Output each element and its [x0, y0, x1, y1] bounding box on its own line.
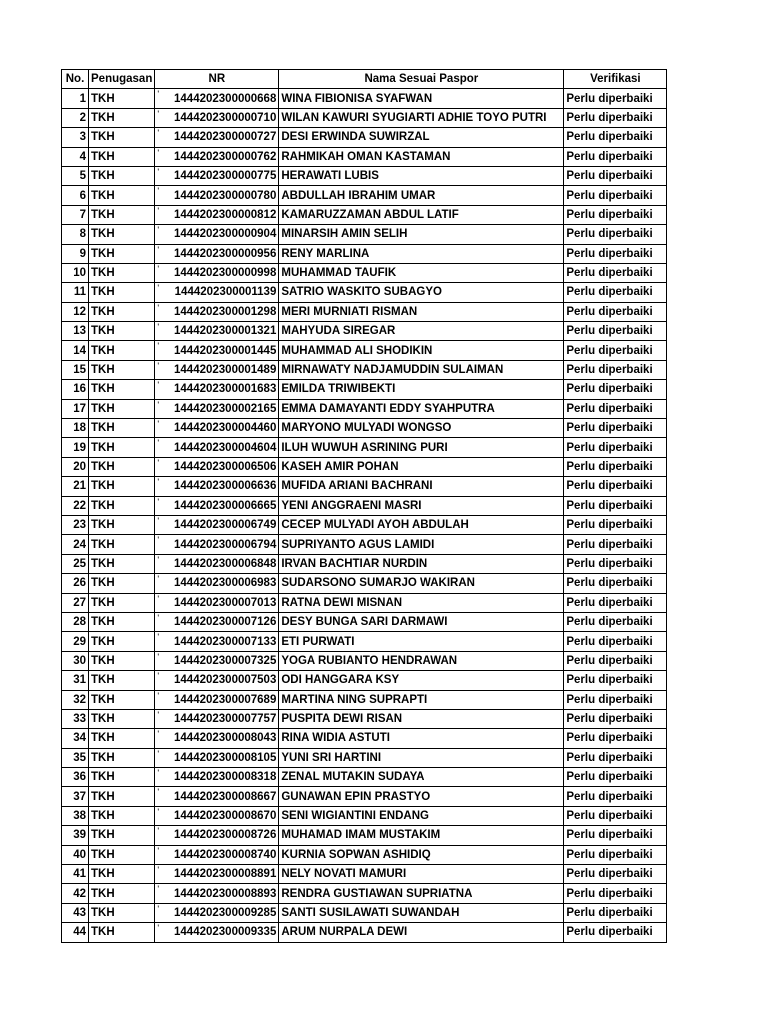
row-penugasan: TKH [89, 535, 155, 554]
row-nama: GUNAWAN EPIN PRASTYO [279, 787, 564, 806]
row-penugasan: TKH [89, 399, 155, 418]
row-verifikasi: Perlu diperbaiki [564, 768, 667, 787]
row-nr: ' 1444202300001489 [155, 360, 279, 379]
row-penugasan: TKH [89, 690, 155, 709]
row-verifikasi: Perlu diperbaiki [564, 806, 667, 825]
row-nama: YOGA RUBIANTO HENDRAWAN [279, 651, 564, 670]
row-penugasan: TKH [89, 845, 155, 864]
row-penugasan: TKH [89, 554, 155, 573]
row-penugasan: TKH [89, 225, 155, 244]
table-row [62, 535, 667, 554]
row-verifikasi: Perlu diperbaiki [564, 225, 667, 244]
row-nama: ETI PURWATI [279, 632, 564, 651]
table-row [62, 845, 667, 864]
row-number: 11 [62, 283, 89, 302]
row-number: 39 [62, 826, 89, 845]
row-nama: RAHMIKAH OMAN KASTAMAN [279, 147, 564, 166]
row-nama: PUSPITA DEWI RISAN [279, 709, 564, 728]
table-row [62, 186, 667, 205]
row-penugasan: TKH [89, 496, 155, 515]
row-nama: ZENAL MUTAKIN SUDAYA [279, 768, 564, 787]
row-nr: ' 1444202300009335 [155, 923, 279, 942]
row-nr: ' 1444202300000775 [155, 166, 279, 185]
row-penugasan: TKH [89, 147, 155, 166]
row-nr: ' 1444202300008105 [155, 748, 279, 767]
row-number: 10 [62, 263, 89, 282]
row-verifikasi: Perlu diperbaiki [564, 496, 667, 515]
row-nama: ILUH WUWUH ASRINING PURI [279, 438, 564, 457]
row-verifikasi: Perlu diperbaiki [564, 186, 667, 205]
row-nama: ABDULLAH IBRAHIM UMAR [279, 186, 564, 205]
row-penugasan: TKH [89, 186, 155, 205]
row-number: 41 [62, 865, 89, 884]
row-verifikasi: Perlu diperbaiki [564, 671, 667, 690]
row-number: 35 [62, 748, 89, 767]
row-nama: IRVAN BACHTIAR NURDIN [279, 554, 564, 573]
table-row [62, 884, 667, 903]
row-number: 6 [62, 186, 89, 205]
row-nr: ' 1444202300000762 [155, 147, 279, 166]
row-number: 32 [62, 690, 89, 709]
row-penugasan: TKH [89, 244, 155, 263]
row-verifikasi: Perlu diperbaiki [564, 612, 667, 631]
table-row [62, 89, 667, 108]
table-row [62, 632, 667, 651]
table-row [62, 419, 667, 438]
table-row [62, 865, 667, 884]
header-row [62, 70, 667, 89]
row-penugasan: TKH [89, 632, 155, 651]
row-nr: ' 1444202300007133 [155, 632, 279, 651]
row-penugasan: TKH [89, 671, 155, 690]
row-number: 44 [62, 923, 89, 942]
row-penugasan: TKH [89, 380, 155, 399]
header-no: No. [62, 70, 89, 89]
row-penugasan: TKH [89, 341, 155, 360]
row-penugasan: TKH [89, 593, 155, 612]
table-row [62, 244, 667, 263]
row-nama: MARYONO MULYADI WONGSO [279, 419, 564, 438]
row-nr: ' 1444202300008726 [155, 826, 279, 845]
row-number: 15 [62, 360, 89, 379]
row-penugasan: TKH [89, 360, 155, 379]
row-number: 37 [62, 787, 89, 806]
table-row [62, 826, 667, 845]
row-nama: SATRIO WASKITO SUBAGYO [279, 283, 564, 302]
row-nama: DESI ERWINDA SUWIRZAL [279, 128, 564, 147]
row-number: 13 [62, 322, 89, 341]
row-nr: ' 1444202300006506 [155, 457, 279, 476]
row-nama: MUHAMAD IMAM MUSTAKIM [279, 826, 564, 845]
row-nama: SUPRIYANTO AGUS LAMIDI [279, 535, 564, 554]
row-nr: ' 1444202300007013 [155, 593, 279, 612]
table-row [62, 748, 667, 767]
row-number: 17 [62, 399, 89, 418]
row-number: 5 [62, 166, 89, 185]
row-number: 1 [62, 89, 89, 108]
row-nr: ' 1444202300008740 [155, 845, 279, 864]
table-row [62, 380, 667, 399]
row-nr: ' 1444202300007757 [155, 709, 279, 728]
row-penugasan: TKH [89, 89, 155, 108]
row-verifikasi: Perlu diperbaiki [564, 302, 667, 321]
row-verifikasi: Perlu diperbaiki [564, 380, 667, 399]
row-nr: ' 1444202300007689 [155, 690, 279, 709]
row-penugasan: TKH [89, 263, 155, 282]
row-nama: KASEH AMIR POHAN [279, 457, 564, 476]
row-nama: SENI WIGIANTINI ENDANG [279, 806, 564, 825]
table-row [62, 263, 667, 282]
row-number: 26 [62, 574, 89, 593]
table-row [62, 147, 667, 166]
table-row [62, 768, 667, 787]
row-verifikasi: Perlu diperbaiki [564, 632, 667, 651]
row-verifikasi: Perlu diperbaiki [564, 128, 667, 147]
table-row [62, 128, 667, 147]
row-penugasan: TKH [89, 128, 155, 147]
table-row [62, 690, 667, 709]
row-nr: ' 1444202300008667 [155, 787, 279, 806]
row-verifikasi: Perlu diperbaiki [564, 845, 667, 864]
row-penugasan: TKH [89, 865, 155, 884]
table-row [62, 457, 667, 476]
row-nr: ' 1444202300000668 [155, 89, 279, 108]
row-nr: ' 1444202300007325 [155, 651, 279, 670]
row-nr: ' 1444202300000812 [155, 205, 279, 224]
row-nr: ' 1444202300000727 [155, 128, 279, 147]
row-verifikasi: Perlu diperbaiki [564, 147, 667, 166]
row-number: 21 [62, 477, 89, 496]
row-nr: ' 1444202300006983 [155, 574, 279, 593]
row-nama: ODI HANGGARA KSY [279, 671, 564, 690]
table-row [62, 283, 667, 302]
table-row [62, 166, 667, 185]
row-penugasan: TKH [89, 419, 155, 438]
row-number: 43 [62, 903, 89, 922]
row-penugasan: TKH [89, 806, 155, 825]
row-nr: ' 1444202300006794 [155, 535, 279, 554]
row-verifikasi: Perlu diperbaiki [564, 651, 667, 670]
row-nr: ' 1444202300000710 [155, 108, 279, 127]
row-verifikasi: Perlu diperbaiki [564, 419, 667, 438]
row-nr: ' 1444202300008043 [155, 729, 279, 748]
header-nama: Nama Sesuai Paspor [279, 70, 564, 89]
row-nama: RATNA DEWI MISNAN [279, 593, 564, 612]
row-nr: ' 1444202300001139 [155, 283, 279, 302]
table-header [62, 70, 667, 89]
row-penugasan: TKH [89, 438, 155, 457]
row-number: 4 [62, 147, 89, 166]
table-row [62, 903, 667, 922]
row-penugasan: TKH [89, 515, 155, 534]
row-nama: ARUM NURPALA DEWI [279, 923, 564, 942]
row-verifikasi: Perlu diperbaiki [564, 593, 667, 612]
row-verifikasi: Perlu diperbaiki [564, 283, 667, 302]
row-verifikasi: Perlu diperbaiki [564, 166, 667, 185]
row-nr: ' 1444202300000956 [155, 244, 279, 263]
row-verifikasi: Perlu diperbaiki [564, 574, 667, 593]
row-penugasan: TKH [89, 709, 155, 728]
row-verifikasi: Perlu diperbaiki [564, 690, 667, 709]
row-penugasan: TKH [89, 768, 155, 787]
row-verifikasi: Perlu diperbaiki [564, 826, 667, 845]
row-number: 25 [62, 554, 89, 573]
table-row [62, 612, 667, 631]
table-row [62, 322, 667, 341]
table-row [62, 729, 667, 748]
row-nama: RENDRA GUSTIAWAN SUPRIATNA [279, 884, 564, 903]
row-nama: MARTINA NING SUPRAPTI [279, 690, 564, 709]
row-verifikasi: Perlu diperbaiki [564, 399, 667, 418]
row-penugasan: TKH [89, 302, 155, 321]
row-number: 31 [62, 671, 89, 690]
row-nama: MUHAMMAD TAUFIK [279, 263, 564, 282]
row-nr: ' 1444202300004604 [155, 438, 279, 457]
row-penugasan: TKH [89, 612, 155, 631]
row-nama: MIRNAWATY NADJAMUDDIN SULAIMAN [279, 360, 564, 379]
row-nama: MAHYUDA SIREGAR [279, 322, 564, 341]
row-nama: WINA FIBIONISA SYAFWAN [279, 89, 564, 108]
row-penugasan: TKH [89, 651, 155, 670]
row-number: 9 [62, 244, 89, 263]
row-penugasan: TKH [89, 166, 155, 185]
row-nama: MERI MURNIATI RISMAN [279, 302, 564, 321]
table-row [62, 593, 667, 612]
row-nama: CECEP MULYADI AYOH ABDULAH [279, 515, 564, 534]
row-nama: MUHAMMAD ALI SHODIKIN [279, 341, 564, 360]
row-number: 28 [62, 612, 89, 631]
table-row [62, 360, 667, 379]
row-number: 7 [62, 205, 89, 224]
row-nr: ' 1444202300007126 [155, 612, 279, 631]
table-row [62, 806, 667, 825]
table-row [62, 554, 667, 573]
row-nr: ' 1444202300008891 [155, 865, 279, 884]
row-nama: WILAN KAWURI SYUGIARTI ADHIE TOYO PUTRI [279, 108, 564, 127]
row-nr: ' 1444202300006848 [155, 554, 279, 573]
row-verifikasi: Perlu diperbaiki [564, 535, 667, 554]
table-row [62, 574, 667, 593]
row-penugasan: TKH [89, 477, 155, 496]
row-number: 23 [62, 515, 89, 534]
row-nama: NELY NOVATI MAMURI [279, 865, 564, 884]
table-row [62, 438, 667, 457]
row-penugasan: TKH [89, 884, 155, 903]
row-nama: EMILDA TRIWIBEKTI [279, 380, 564, 399]
row-verifikasi: Perlu diperbaiki [564, 108, 667, 127]
header-nr: NR [155, 70, 279, 89]
row-number: 38 [62, 806, 89, 825]
row-verifikasi: Perlu diperbaiki [564, 477, 667, 496]
table-row [62, 205, 667, 224]
table-row [62, 671, 667, 690]
row-penugasan: TKH [89, 283, 155, 302]
row-nr: ' 1444202300001298 [155, 302, 279, 321]
row-nama: MINARSIH AMIN SELIH [279, 225, 564, 244]
row-nama: DESY BUNGA SARI DARMAWI [279, 612, 564, 631]
row-verifikasi: Perlu diperbaiki [564, 865, 667, 884]
row-verifikasi: Perlu diperbaiki [564, 322, 667, 341]
table-row [62, 515, 667, 534]
row-penugasan: TKH [89, 322, 155, 341]
row-verifikasi: Perlu diperbaiki [564, 748, 667, 767]
row-penugasan: TKH [89, 729, 155, 748]
table-body [62, 89, 667, 942]
row-nama: RINA WIDIA ASTUTI [279, 729, 564, 748]
row-number: 20 [62, 457, 89, 476]
row-verifikasi: Perlu diperbaiki [564, 89, 667, 108]
row-number: 34 [62, 729, 89, 748]
row-verifikasi: Perlu diperbaiki [564, 360, 667, 379]
table-row [62, 787, 667, 806]
row-verifikasi: Perlu diperbaiki [564, 457, 667, 476]
table-row [62, 651, 667, 670]
row-nama: MUFIDA ARIANI BACHRANI [279, 477, 564, 496]
header-penugasan: Penugasan [89, 70, 155, 89]
row-nr: ' 1444202300007503 [155, 671, 279, 690]
row-verifikasi: Perlu diperbaiki [564, 341, 667, 360]
row-verifikasi: Perlu diperbaiki [564, 787, 667, 806]
row-verifikasi: Perlu diperbaiki [564, 729, 667, 748]
row-verifikasi: Perlu diperbaiki [564, 923, 667, 942]
row-verifikasi: Perlu diperbaiki [564, 903, 667, 922]
table-row [62, 225, 667, 244]
table-row [62, 923, 667, 942]
row-nama: SUDARSONO SUMARJO WAKIRAN [279, 574, 564, 593]
row-nr: ' 1444202300006665 [155, 496, 279, 515]
header-verifikasi: Verifikasi [564, 70, 667, 89]
row-number: 33 [62, 709, 89, 728]
row-number: 30 [62, 651, 89, 670]
table-row [62, 108, 667, 127]
row-penugasan: TKH [89, 787, 155, 806]
row-nama: EMMA DAMAYANTI EDDY SYAHPUTRA [279, 399, 564, 418]
row-verifikasi: Perlu diperbaiki [564, 244, 667, 263]
row-number: 27 [62, 593, 89, 612]
row-verifikasi: Perlu diperbaiki [564, 263, 667, 282]
row-penugasan: TKH [89, 903, 155, 922]
row-number: 18 [62, 419, 89, 438]
row-nama: SANTI SUSILAWATI SUWANDAH [279, 903, 564, 922]
row-nr: ' 1444202300000998 [155, 263, 279, 282]
row-nr: ' 1444202300006636 [155, 477, 279, 496]
table-row [62, 477, 667, 496]
row-number: 8 [62, 225, 89, 244]
row-number: 40 [62, 845, 89, 864]
row-number: 24 [62, 535, 89, 554]
row-verifikasi: Perlu diperbaiki [564, 438, 667, 457]
table-row [62, 709, 667, 728]
row-nr: ' 1444202300001683 [155, 380, 279, 399]
row-nr: ' 1444202300008893 [155, 884, 279, 903]
row-nr: ' 1444202300001321 [155, 322, 279, 341]
row-nr: ' 1444202300001445 [155, 341, 279, 360]
row-penugasan: TKH [89, 923, 155, 942]
row-number: 36 [62, 768, 89, 787]
table-row [62, 399, 667, 418]
row-nama: RENY MARLINA [279, 244, 564, 263]
row-number: 14 [62, 341, 89, 360]
row-penugasan: TKH [89, 205, 155, 224]
row-nama: KURNIA SOPWAN ASHIDIQ [279, 845, 564, 864]
row-number: 22 [62, 496, 89, 515]
row-penugasan: TKH [89, 748, 155, 767]
row-nr: ' 1444202300002165 [155, 399, 279, 418]
verification-table [61, 69, 667, 943]
row-nr: ' 1444202300008670 [155, 806, 279, 825]
row-nr: ' 1444202300000780 [155, 186, 279, 205]
row-verifikasi: Perlu diperbaiki [564, 205, 667, 224]
row-nama: YUNI SRI HARTINI [279, 748, 564, 767]
row-nr: ' 1444202300006749 [155, 515, 279, 534]
table-row [62, 496, 667, 515]
row-number: 2 [62, 108, 89, 127]
row-nama: KAMARUZZAMAN ABDUL LATIF [279, 205, 564, 224]
row-number: 19 [62, 438, 89, 457]
row-nama: HERAWATI LUBIS [279, 166, 564, 185]
row-penugasan: TKH [89, 457, 155, 476]
row-penugasan: TKH [89, 826, 155, 845]
row-verifikasi: Perlu diperbaiki [564, 884, 667, 903]
row-nr: ' 1444202300004460 [155, 419, 279, 438]
row-number: 42 [62, 884, 89, 903]
row-nr: ' 1444202300000904 [155, 225, 279, 244]
row-number: 12 [62, 302, 89, 321]
row-number: 3 [62, 128, 89, 147]
row-verifikasi: Perlu diperbaiki [564, 709, 667, 728]
row-verifikasi: Perlu diperbaiki [564, 554, 667, 573]
row-penugasan: TKH [89, 108, 155, 127]
table-row [62, 341, 667, 360]
row-verifikasi: Perlu diperbaiki [564, 515, 667, 534]
table-row [62, 302, 667, 321]
row-nama: YENI ANGGRAENI MASRI [279, 496, 564, 515]
row-number: 29 [62, 632, 89, 651]
row-nr: ' 1444202300008318 [155, 768, 279, 787]
row-nr: ' 1444202300009285 [155, 903, 279, 922]
row-penugasan: TKH [89, 574, 155, 593]
row-number: 16 [62, 380, 89, 399]
